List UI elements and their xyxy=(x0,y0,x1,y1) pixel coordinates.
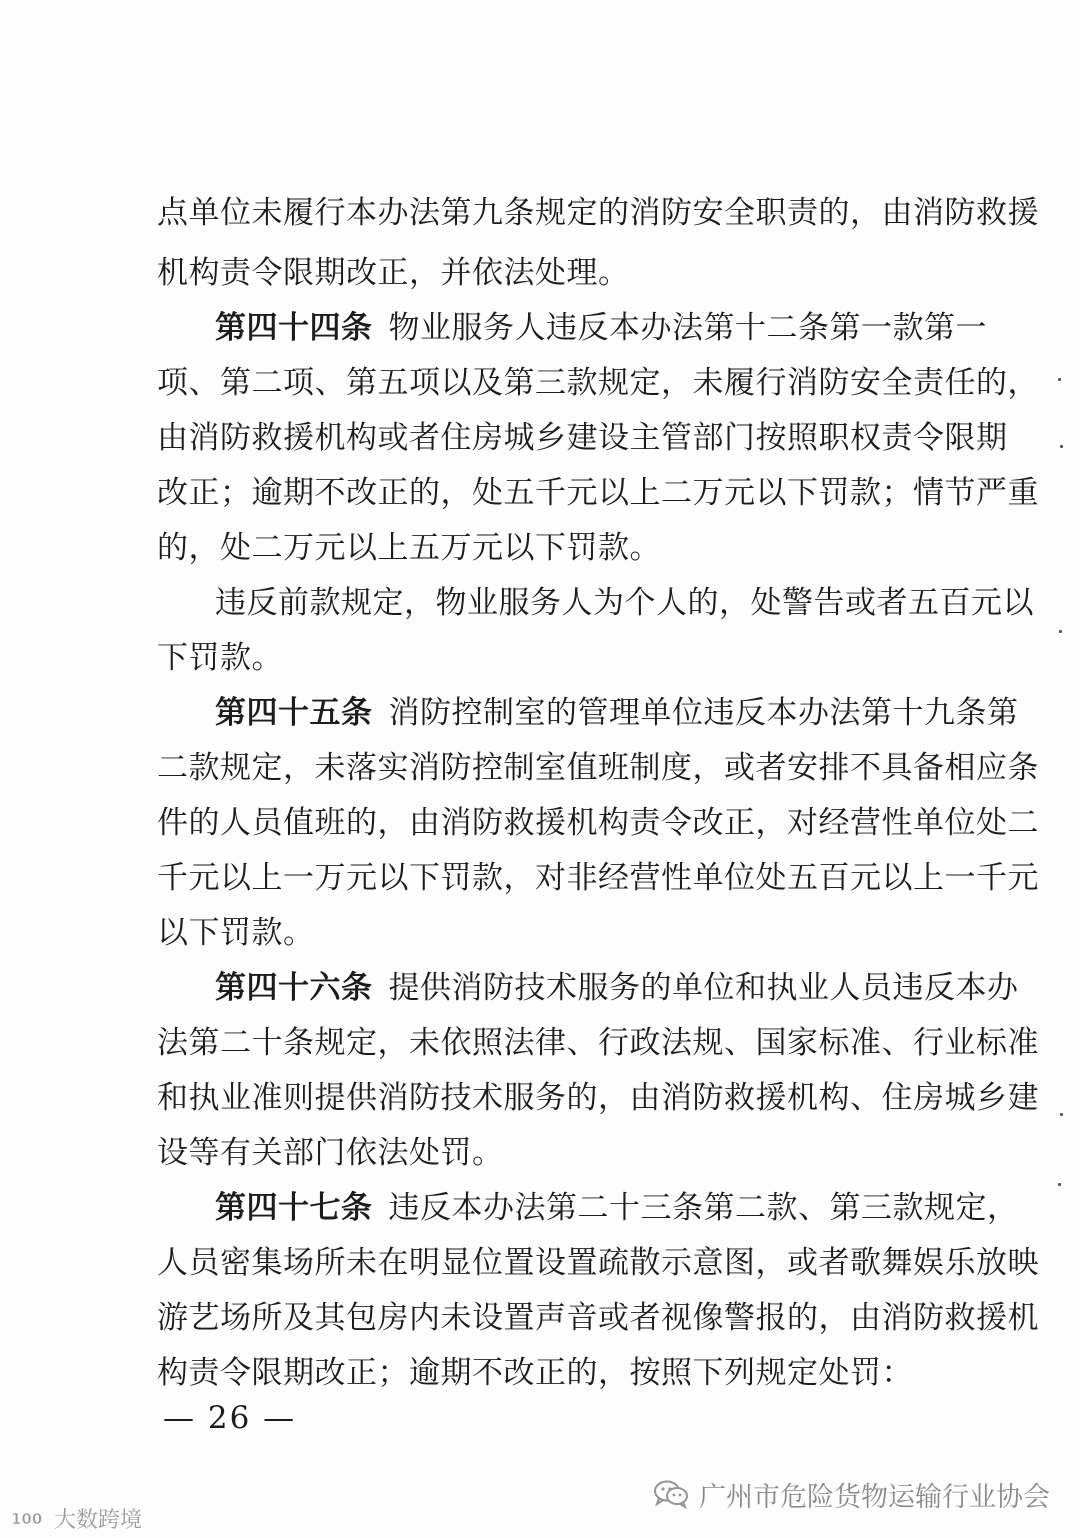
text-line: 项、第二项、第五项以及第三款规定，未履行消防安全责任的， xyxy=(157,365,1039,401)
article-45-first-line xyxy=(215,693,1019,733)
article-46-first-line xyxy=(215,968,1019,1008)
text-line: 违反前款规定，物业服务人为个人的，处警告或者五百元以 xyxy=(215,585,1034,621)
text-line: 物业服务人违反本办法第十二条第一款第一 xyxy=(388,310,987,346)
article-45-label: 第四十五条 xyxy=(215,695,373,731)
text-line: 件的人员值班的，由消防救援机构责令改正，对经营性单位处二 xyxy=(157,805,1039,841)
text-line: 人员密集场所未在明显位置设置疏散示意图，或者歌舞娱乐放映 xyxy=(157,1245,1039,1281)
watermark-org-name: 广州市危险货物运输行业协会 xyxy=(699,1481,1050,1513)
text-line: 法第二十条规定，未依照法律、行政法规、国家标准、行业标准 xyxy=(157,1025,1039,1061)
text-line: 千元以上一万元以下罚款，对非经营性单位处五百元以上一千元 xyxy=(157,860,1039,896)
watermark-wechat xyxy=(653,1474,1050,1514)
wechat-icon xyxy=(653,1479,689,1509)
article-47-first-line xyxy=(215,1188,1019,1228)
text-line: 和执业准则提供消防技术服务的，由消防救援机构、住房城乡建 xyxy=(157,1080,1039,1116)
text-line: 游艺场所及其包房内未设置声音或者视像警报的，由消防救援机 xyxy=(157,1300,1039,1336)
page-number: — 26 — xyxy=(163,1400,297,1436)
text-line: 点单位未履行本办法第九条规定的消防安全职责的，由消防救援 xyxy=(157,195,1039,231)
article-44-label: 第四十四条 xyxy=(215,310,373,346)
text-line: 以下罚款。 xyxy=(157,915,315,951)
text-line: 消防控制室的管理单位违反本办法第十九条第 xyxy=(388,695,1019,731)
text-line: 违反本办法第二十三条第二款、第三款规定， xyxy=(388,1190,1019,1226)
text-line: 改正；逾期不改正的，处五千元以上二万元以下罚款；情节严重 xyxy=(157,475,1039,511)
text-line: 二款规定，未落实消防控制室值班制度，或者安排不具备相应条 xyxy=(157,750,1039,786)
article-44-first-line xyxy=(215,308,987,348)
scan-speck xyxy=(1060,445,1063,448)
text-line: 由消防救援机构或者住房城乡建设主管部门按照职权责令限期 xyxy=(157,420,1008,456)
text-line: 提供消防技术服务的单位和执业人员违反本办 xyxy=(388,970,1019,1006)
brand-logo-text: 100 xyxy=(11,1510,43,1528)
text-line: 构责令限期改正；逾期不改正的，按照下列规定处罚： xyxy=(157,1355,913,1391)
watermark-brand-name: 大数跨境 xyxy=(54,1507,143,1533)
text-line: 机构责令限期改正，并依法处理。 xyxy=(157,255,630,291)
scan-speck xyxy=(1059,630,1062,633)
article-46-label: 第四十六条 xyxy=(215,970,373,1006)
text-line: 下罚款。 xyxy=(157,640,283,676)
watermark-brand xyxy=(10,1500,142,1536)
article-47-label: 第四十七条 xyxy=(215,1190,373,1226)
brand-logo-icon xyxy=(10,1506,48,1530)
scan-speck xyxy=(1060,1113,1063,1116)
scan-speck xyxy=(1058,1183,1061,1186)
scan-speck xyxy=(1058,378,1061,381)
text-line: 设等有关部门依法处罚。 xyxy=(157,1135,504,1171)
text-line: 的，处二万元以上五万元以下罚款。 xyxy=(157,530,661,566)
